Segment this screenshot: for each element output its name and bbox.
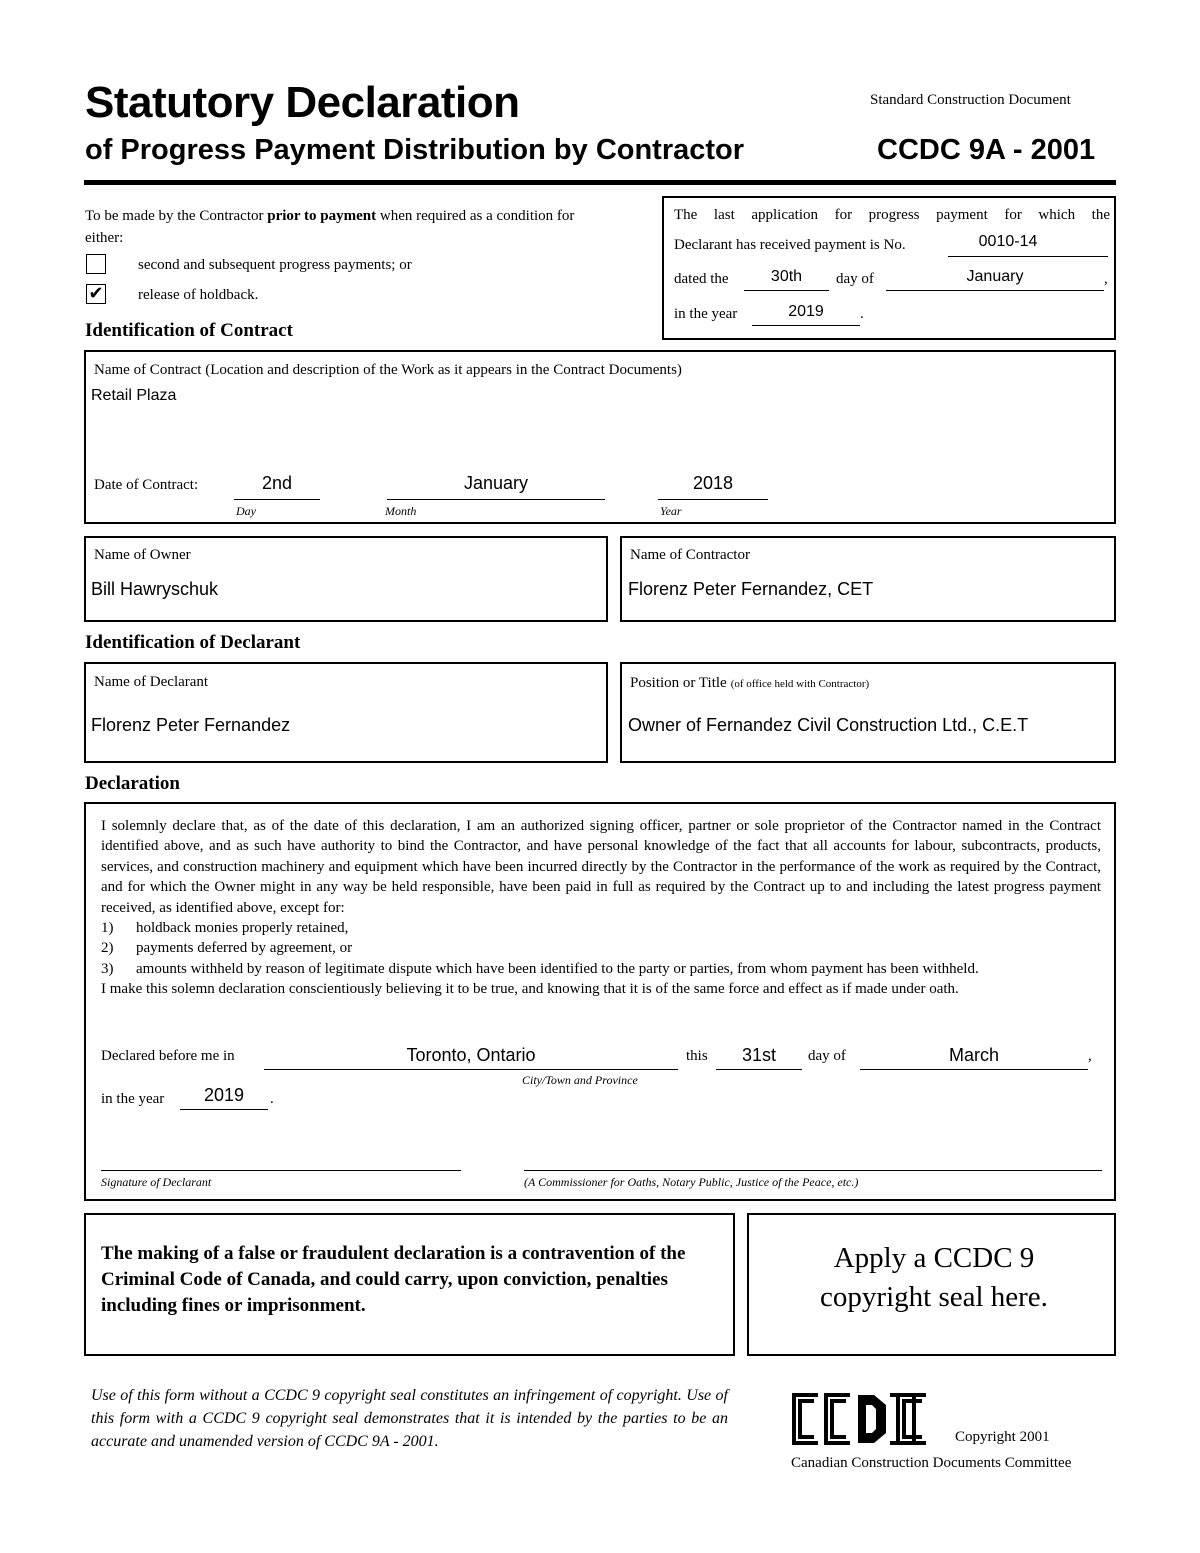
declaration-body [101, 816, 1101, 1000]
year-value[interactable]: 2019 [788, 303, 824, 320]
item-text: amounts withheld by reason of legitimate dispute which have been identified to the party or parties, from whom payment has been withheld. [136, 960, 979, 977]
decl-year-label: in the year [101, 1091, 165, 1107]
contract-name-label: Name of Contract (Location and description of the Work as it appears in the Contract Documents) [94, 362, 682, 378]
contract-year-caption: Year [660, 504, 682, 518]
intro-text-after: when required as a condition for either: [85, 208, 575, 246]
declarant-name-label: Name of Declarant [94, 674, 209, 690]
dated-day-line [744, 290, 829, 291]
dated-comma: , [1104, 271, 1108, 287]
contractor-box [620, 536, 1116, 622]
contract-day-value[interactable]: 2nd [261, 473, 293, 493]
declaration-item-3 [101, 959, 1101, 979]
this-label: this [686, 1048, 708, 1064]
declarant-position-box [620, 662, 1116, 763]
contract-name-value[interactable]: Retail Plaza [91, 387, 177, 404]
owner-box [84, 536, 608, 622]
contract-month-value[interactable]: January [463, 473, 529, 493]
declared-before-label: Declared before me in [101, 1048, 235, 1064]
contract-date-label: Date of Contract: [94, 477, 199, 493]
place-caption: City/Town and Province [522, 1073, 638, 1087]
year-line [752, 325, 860, 326]
place-line [264, 1069, 678, 1070]
contractor-label: Name of Contractor [630, 547, 750, 563]
payment-number-value[interactable]: 0010-14 [978, 233, 1038, 250]
item-num: 2) [101, 940, 114, 957]
header-rule [84, 180, 1116, 185]
dated-label: dated the [674, 271, 729, 287]
decl-month-line [860, 1069, 1088, 1070]
position-value[interactable]: Owner of Fernandez Civil Construction Ltd., C.E.T [628, 715, 1029, 735]
option-progress-label: second and subsequent progress payments; or [138, 257, 412, 273]
contract-month-caption: Month [385, 504, 417, 518]
seal-text: Apply a CCDC 9 copyright seal here. [820, 1242, 1048, 1313]
copyright-text: Copyright 2001 [955, 1429, 1050, 1445]
declaration-box [84, 802, 1116, 1201]
decl-day-of-label: day of [808, 1048, 846, 1064]
doc-code: CCDC 9A - 2001 [877, 134, 1096, 166]
last-app-text2: Declarant has received payment is No. [674, 237, 906, 253]
decl-year-value[interactable]: 2019 [203, 1085, 245, 1105]
position-label-row [630, 674, 869, 692]
last-application-box [662, 196, 1116, 340]
position-label: Position or Title [630, 675, 727, 691]
year-label: in the year [674, 306, 738, 322]
commissioner-caption: (A Commissioner for Oaths, Notary Public, Justice of the Peace, etc.) [524, 1175, 859, 1189]
footer-notice: Use of this form without a CCDC 9 copyright seal constitutes an infringement of copyright. Use of this form with a CCDC 9 copyright seal demonstrates that it is intended by the parties to be an accurate and unamended version of CCDC 9A - 2001. [91, 1387, 728, 1450]
signature-caption: Signature of Declarant [101, 1175, 212, 1189]
contract-day-caption: Day [236, 504, 256, 518]
declarant-name-box [84, 662, 608, 763]
year-period: . [860, 306, 864, 322]
ccdc-logo-graphic [790, 1391, 930, 1447]
dated-month-value[interactable]: January [966, 268, 1024, 285]
item-num: 1) [101, 920, 114, 937]
owner-value[interactable]: Bill Hawryschuk [91, 579, 219, 599]
declarant-section-title: Identification of Declarant [85, 632, 301, 653]
option-holdback-checkbox[interactable]: ✔ [86, 284, 106, 304]
intro-text [85, 205, 585, 249]
option-progress-checkbox[interactable] [86, 254, 106, 274]
dated-month-line [886, 290, 1104, 291]
contract-box [84, 350, 1116, 524]
decl-day-value[interactable]: 31st [741, 1045, 777, 1065]
position-note: (of office held with Contractor) [730, 678, 870, 690]
declaration-item-1 [101, 918, 1101, 938]
item-num: 3) [101, 960, 114, 977]
owner-label: Name of Owner [94, 547, 191, 563]
warning-text: The making of a false or fraudulent declaration is a contravention of the Criminal Code of Canada, and could carry, upon conviction, penalties including fines or imprisonment. [101, 1243, 686, 1316]
contract-year-line [658, 499, 768, 500]
commissioner-line[interactable] [524, 1170, 1102, 1171]
signature-line[interactable] [101, 1170, 461, 1171]
committee-text: Canadian Construction Documents Committee [791, 1455, 1072, 1471]
decl-year-period: . [270, 1091, 274, 1107]
declaration-section-title: Declaration [85, 773, 180, 794]
place-value[interactable]: Toronto, Ontario [406, 1045, 536, 1065]
decl-year-line [180, 1109, 268, 1110]
item-text: payments deferred by agreement, or [136, 940, 353, 957]
item-text: holdback monies properly retained, [136, 920, 349, 937]
dated-day-of-label: day of [836, 271, 874, 287]
last-app-text1: The last application for progress payment for which the [674, 207, 1110, 223]
payment-number-line [948, 256, 1108, 257]
page-title: Statutory Declaration [85, 78, 520, 127]
warning-box [84, 1213, 735, 1356]
seal-box [747, 1213, 1116, 1356]
page-subtitle: of Progress Payment Distribution by Contractor [85, 134, 745, 166]
decl-comma: , [1088, 1048, 1092, 1064]
contractor-value[interactable]: Florenz Peter Fernandez, CET [628, 579, 874, 599]
declaration-item-2 [101, 938, 1101, 958]
declarant-name-value[interactable]: Florenz Peter Fernandez [91, 715, 291, 735]
option-holdback-label: release of holdback. [138, 287, 259, 303]
intro-text-before: To be made by the Contractor [85, 208, 268, 224]
declaration-closing: I make this solemn declaration conscientiously believing it to be true, and knowing that it is of the same force and effect as if made under oath. [101, 981, 959, 998]
ccdc-logo [790, 1391, 930, 1452]
dated-day-value[interactable]: 30th [770, 268, 803, 285]
intro-text-bold: prior to payment [267, 208, 377, 224]
contract-year-value[interactable]: 2018 [692, 473, 734, 493]
contract-section-title: Identification of Contract [85, 320, 293, 341]
decl-month-value[interactable]: March [948, 1045, 999, 1065]
contract-day-line [234, 499, 320, 500]
decl-day-line [716, 1069, 802, 1070]
declaration-paragraph: I solemnly declare that, as of the date of this declaration, I am an authorized signing officer, partner or sole proprietor of the Contractor named in the Contract identified above, and as such have authority to bind the Contractor, and have personal knowledge of the fact that all accounts for labour, subcontracts, products, services, and construction machinery and equipment which have been incurred directly by the Contractor in the performance of the work as required by the Contract, and for which the Owner might in any way be held responsible, have been paid in full as required by the Contract up to and including the latest progress payment received, as identified above, except for: [101, 818, 1101, 916]
standard-doc-label: Standard Construction Document [870, 92, 1071, 108]
contract-month-line [387, 499, 605, 500]
